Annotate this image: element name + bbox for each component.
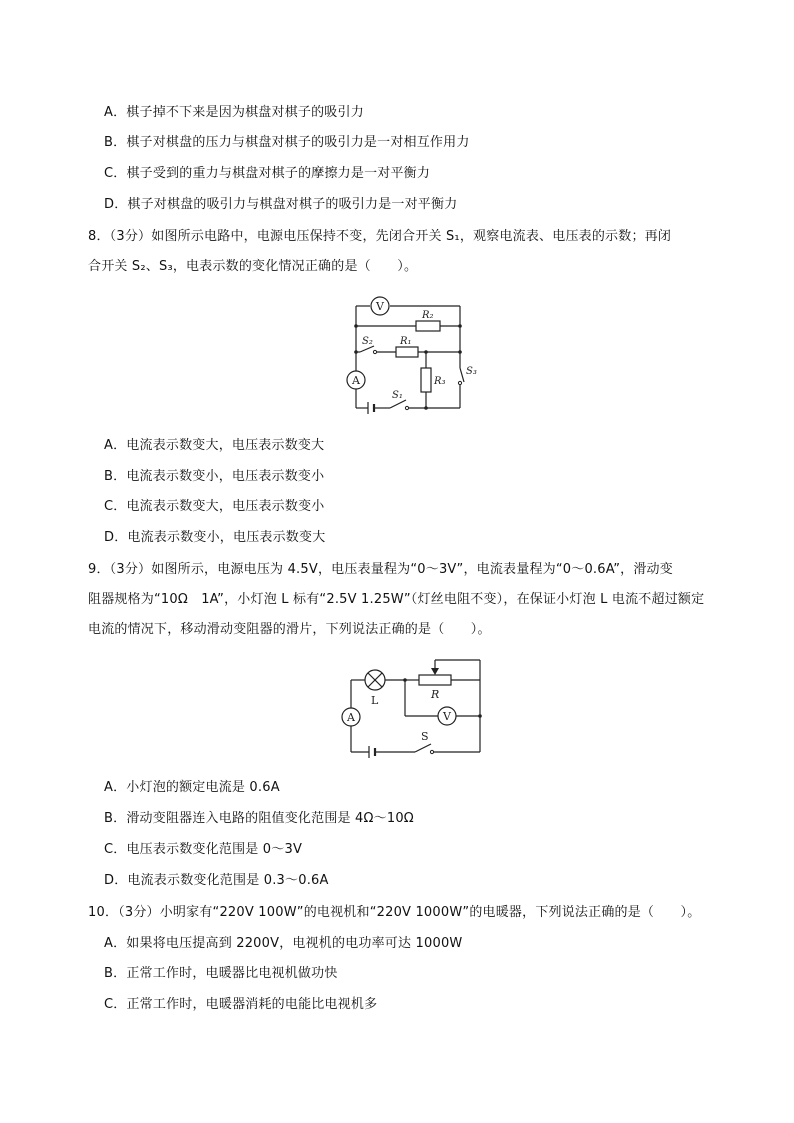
q9-lamp-label: L [371,694,379,707]
q8-voltmeter-label: V [376,300,384,313]
q8-stem-line2: 合开关 S₂、S₃，电表示数的变化情况正确的是（ ）。 [88,259,418,274]
q8-option-b: B．电流表示数变小，电压表示数变小 [104,469,325,484]
q9-option-b: B．滑动变阻器连入电路的阻值变化范围是 4Ω～10Ω [104,811,414,826]
q9-stem-line1: 9．（3分）如图所示，电源电压为 4.5V，电压表量程为“0～3V”，电流表量程为“0～0.6A”，滑动变 [88,562,673,577]
q8-stem-line1: 8．（3分）如图所示电路中，电源电压保持不变，先闭合开关 S₁，观察电流表、电压表的示数；再闭 [88,229,672,244]
q8-r2-label: R₂ [422,310,434,321]
q8-option-c: C．电流表示数变大，电压表示数变小 [104,499,325,514]
q9-circuit-diagram [335,654,495,764]
q7-option-c: C．棋子受到的重力与棋盘对棋子的摩擦力是一对平衡力 [104,166,431,181]
q8-s2-label: S₂ [362,336,373,347]
q8-s1-label: S₁ [392,390,403,401]
q8-circuit-diagram [338,292,488,422]
q9-option-c: C．电压表示数变化范围是 0～3V [104,842,303,857]
q7-option-a: A．棋子掉不下来是因为棋盘对棋子的吸引力 [104,105,364,120]
q9-option-d: D．电流表示数变化范围是 0.3～0.6A [104,873,329,888]
q9-voltmeter-label: V [443,710,451,723]
q10-option-a: A．如果将电压提高到 2200V，电视机的电功率可达 1000W [104,936,463,951]
q7-option-d: D．棋子对棋盘的吸引力与棋盘对棋子的吸引力是一对平衡力 [104,197,458,212]
q8-ammeter-label: A [352,374,360,387]
q9-stem-line3: 电流的情况下，移动滑动变阻器的滑片，下列说法正确的是（ ）。 [88,622,491,637]
q7-option-b: B．棋子对棋盘的压力与棋盘对棋子的吸引力是一对相互作用力 [104,135,470,150]
q10-stem: 10．（3分）小明家有“220V 100W”的电视机和“220V 1000W”的电暖器，下列说法正确的是（ ）。 [88,905,701,920]
q9-switch-label: S [421,730,429,743]
q8-r1-label: R₁ [400,336,412,347]
q8-option-a: A．电流表示数变大，电压表示数变大 [104,438,325,453]
q8-r3-label: R₃ [434,376,446,387]
q9-option-a: A．小灯泡的额定电流是 0.6A [104,780,280,795]
q9-stem-line2: 阻器规格为“10Ω 1A”，小灯泡 L 标有“2.5V 1.25W”（灯丝电阻不变），在保证小灯泡 L 电流不超过额定 [88,592,705,607]
q8-s3-label: S₃ [466,366,477,377]
q9-ammeter-label: A [347,711,355,724]
q10-option-c: C．正常工作时，电暖器消耗的电能比电视机多 [104,997,378,1012]
q9-rheostat-label: R [431,688,440,701]
q10-option-b: B．正常工作时，电暖器比电视机做功快 [104,966,338,981]
q8-option-d: D．电流表示数变小，电压表示数变大 [104,530,326,545]
